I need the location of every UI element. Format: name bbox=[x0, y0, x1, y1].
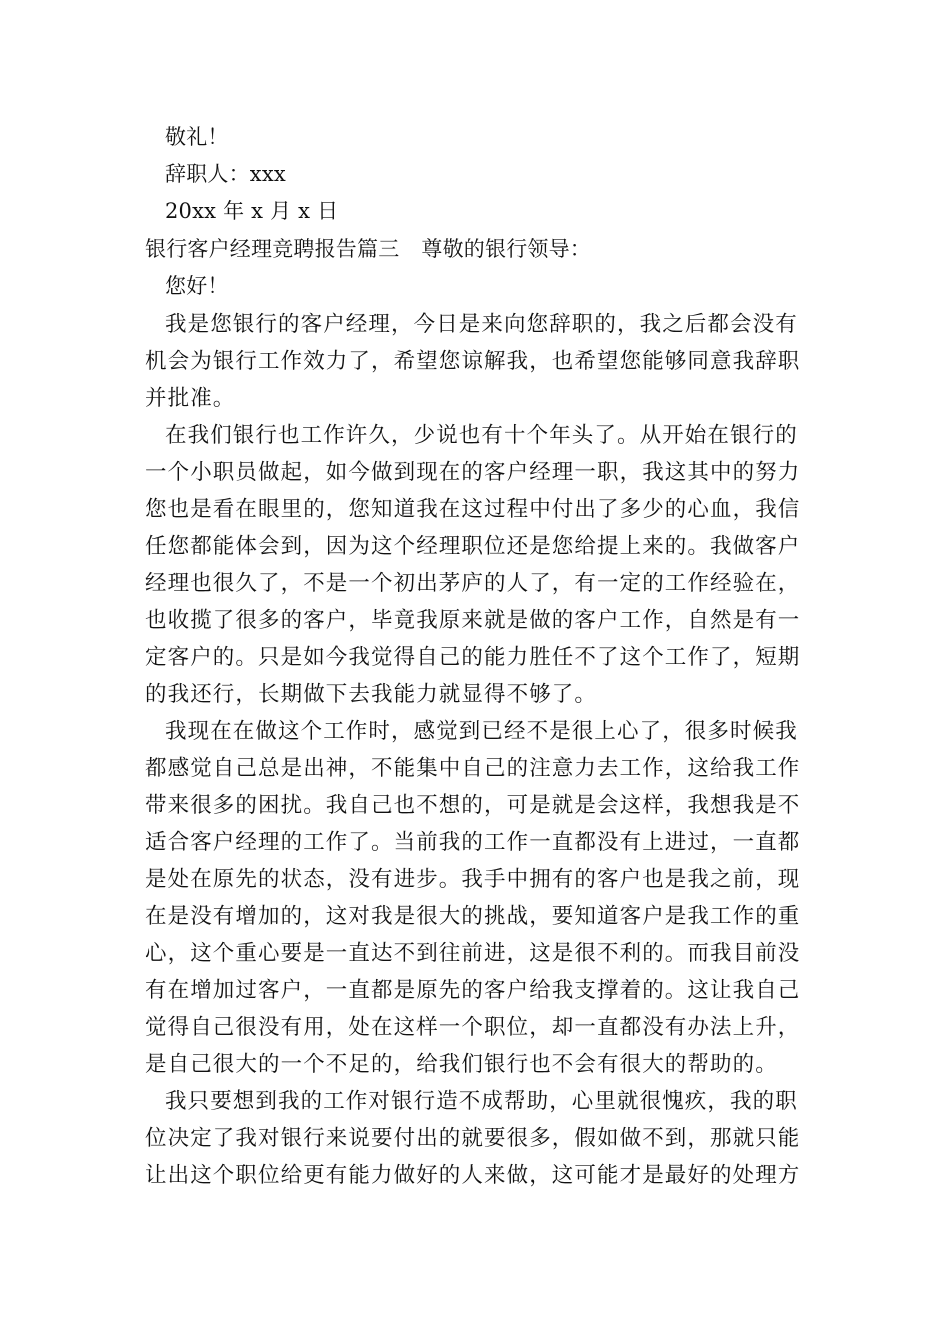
paragraph-line: 在是没有增加的，这对我是很大的挑战，要知道客户是我工作的重 bbox=[145, 904, 801, 929]
paragraph-line: 也收揽了很多的客户，毕竟我原来就是做的客户工作，自然是有一 bbox=[145, 608, 801, 633]
paragraph-line: 适合客户经理的工作了。当前我的工作一直都没有上进过，一直都 bbox=[145, 830, 801, 855]
paragraph-line: 是处在原先的状态，没有进步。我手中拥有的客户也是我之前，现 bbox=[145, 867, 801, 892]
section-title: 银行客户经理竞聘报告篇三 bbox=[145, 237, 400, 261]
greeting-line: 您好！ bbox=[165, 274, 229, 298]
paragraph-line: 让出这个职位给更有能力做好的人来做，这可能才是最好的处理方 bbox=[145, 1163, 801, 1188]
paragraph-line: 经理也很久了，不是一个初出茅庐的人了，有一定的工作经验在， bbox=[145, 571, 801, 596]
paragraph-line: 位决定了我对银行来说要付出的就要很多，假如做不到，那就只能 bbox=[145, 1126, 801, 1151]
paragraph-line: 在我们银行也工作许久，少说也有十个年头了。从开始在银行的 bbox=[165, 423, 798, 448]
paragraph-line: 带来很多的困扰。我自己也不想的，可是就是会这样，我想我是不 bbox=[145, 793, 801, 818]
paragraph-line: 心，这个重心要是一直达不到往前进，这是很不利的。而我目前没 bbox=[145, 941, 801, 966]
paragraph-line: 机会为银行工作效力了，希望您谅解我，也希望您能够同意我辞职 bbox=[145, 349, 801, 374]
paragraph-line: 定客户的。只是如今我觉得自己的能力胜任不了这个工作了，短期 bbox=[145, 645, 801, 670]
paragraph-line: 是自己很大的一个不足的，给我们银行也不会有很大的帮助的。 bbox=[145, 1052, 778, 1077]
paragraph-line: 觉得自己很没有用，处在这样一个职位，却一直都没有办法上升， bbox=[145, 1015, 801, 1040]
paragraph-line: 我是您银行的客户经理，今日是来向您辞职的，我之后都会没有 bbox=[165, 312, 798, 337]
paragraph-line: 您也是看在眼里的，您知道我在这过程中付出了多少的心血，我信 bbox=[145, 497, 801, 522]
paragraph-line: 都感觉自己总是出神，不能集中自己的注意力去工作，这给我工作 bbox=[145, 756, 801, 781]
date-line: 20xx 年 x 月 x 日 bbox=[165, 199, 339, 223]
salutation: 尊敬的银行领导： bbox=[421, 237, 592, 261]
paragraph-line: 我现在在做这个工作时，感觉到已经不是很上心了，很多时候我 bbox=[165, 719, 798, 744]
resigner-line: 辞职人：xxx bbox=[165, 162, 286, 186]
paragraph-line: 并批准。 bbox=[145, 386, 236, 411]
section-heading bbox=[145, 237, 591, 261]
paragraph-line: 我只要想到我的工作对银行造不成帮助，心里就很愧疚，我的职 bbox=[165, 1089, 798, 1114]
paragraph-line: 有在增加过客户，一直都是原先的客户给我支撑着的。这让我自己 bbox=[145, 978, 801, 1003]
paragraph-line: 一个小职员做起，如今做到现在的客户经理一职，我这其中的努力 bbox=[145, 460, 801, 485]
paragraph-line: 任您都能体会到，因为这个经理职位还是您给提上来的。我做客户 bbox=[145, 534, 801, 559]
closing-line: 敬礼！ bbox=[165, 125, 229, 149]
paragraph-line: 的我还行，长期做下去我能力就显得不够了。 bbox=[145, 682, 598, 707]
